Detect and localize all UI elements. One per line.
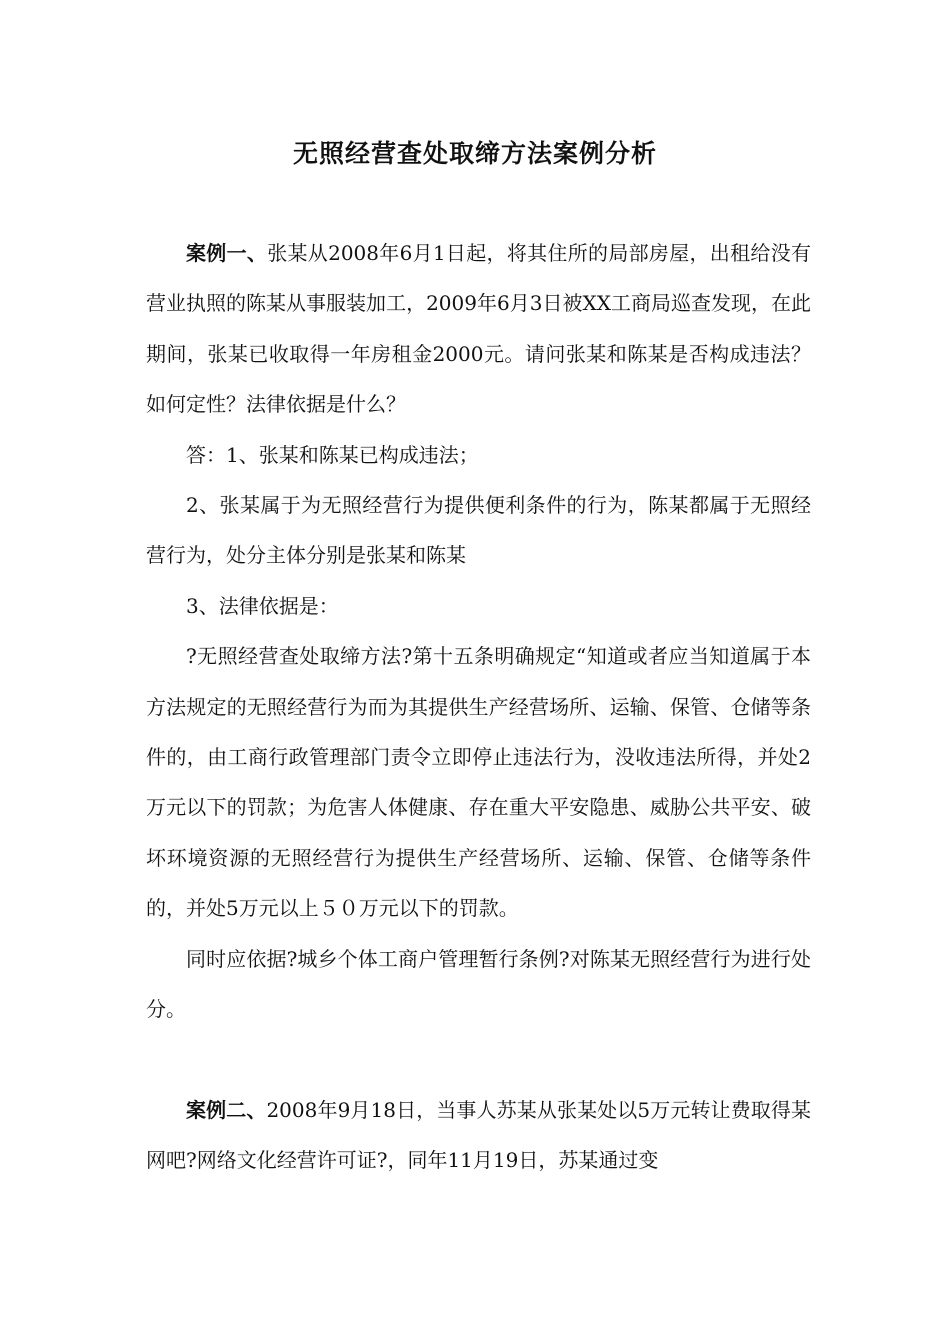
case1-answer-1: 答：1、张某和陈某已构成违法； xyxy=(186,442,479,467)
case1-law-paragraph-1: ?无照经营查处取缔方法?第十五条明确规定“知道或者应当知道属于本方法规定的无照经营行为而为其提供生产经营场所、运输、保管、仓储等条件的，由工商行政管理部门责令立即停止违法行为，没收违法所得，并处2万元以下的罚款；为危害人体健康、存在重大平安隐患、威胁公共平安、破坏环境资源的无照经营行为提供生产经营场所、运输、保管、仓储等条件的，并处5万元以上５０万元以下的罚款。 xyxy=(146,644,811,921)
case1-law-paragraph-2: 同时应依据?城乡个体工商户管理暂行条例?对陈某无照经营行为进行处分。 xyxy=(146,946,811,1022)
case2-heading: 案例二、 xyxy=(186,1097,267,1122)
document-title: 无照经营查处取缔方法案例分析 xyxy=(292,139,657,168)
case2-text: 2008年9月18日，当事人苏某从张某处以5万元转让费取得某网吧?网络文化经营许可证?，同年11月19日，苏某通过变 xyxy=(146,1097,812,1173)
case1-answer-3: 3、法律依据是： xyxy=(186,593,339,618)
section-spacer xyxy=(146,1035,811,1085)
case1-heading: 案例一、 xyxy=(186,241,268,265)
case1-answer-2: 2、张某属于为无照经营行为提供便利条件的行为，陈某都属于无照经营行为，处分主体分别是张某和陈某 xyxy=(146,493,811,568)
case2-paragraph xyxy=(146,1085,811,1186)
case1-question-paragraph xyxy=(146,228,811,430)
document-body xyxy=(146,228,811,1186)
case1-question: 张某从2008年6月1日起，将其住所的局部房屋，出租给没有营业执照的陈某从事服装加工，2009年6月3日被XX工商局巡查发现，在此期间，张某已收取得一年房租金2000元。请问张某和陈某是否构成违法？如何定性？法律依据是什么？ xyxy=(146,241,811,417)
